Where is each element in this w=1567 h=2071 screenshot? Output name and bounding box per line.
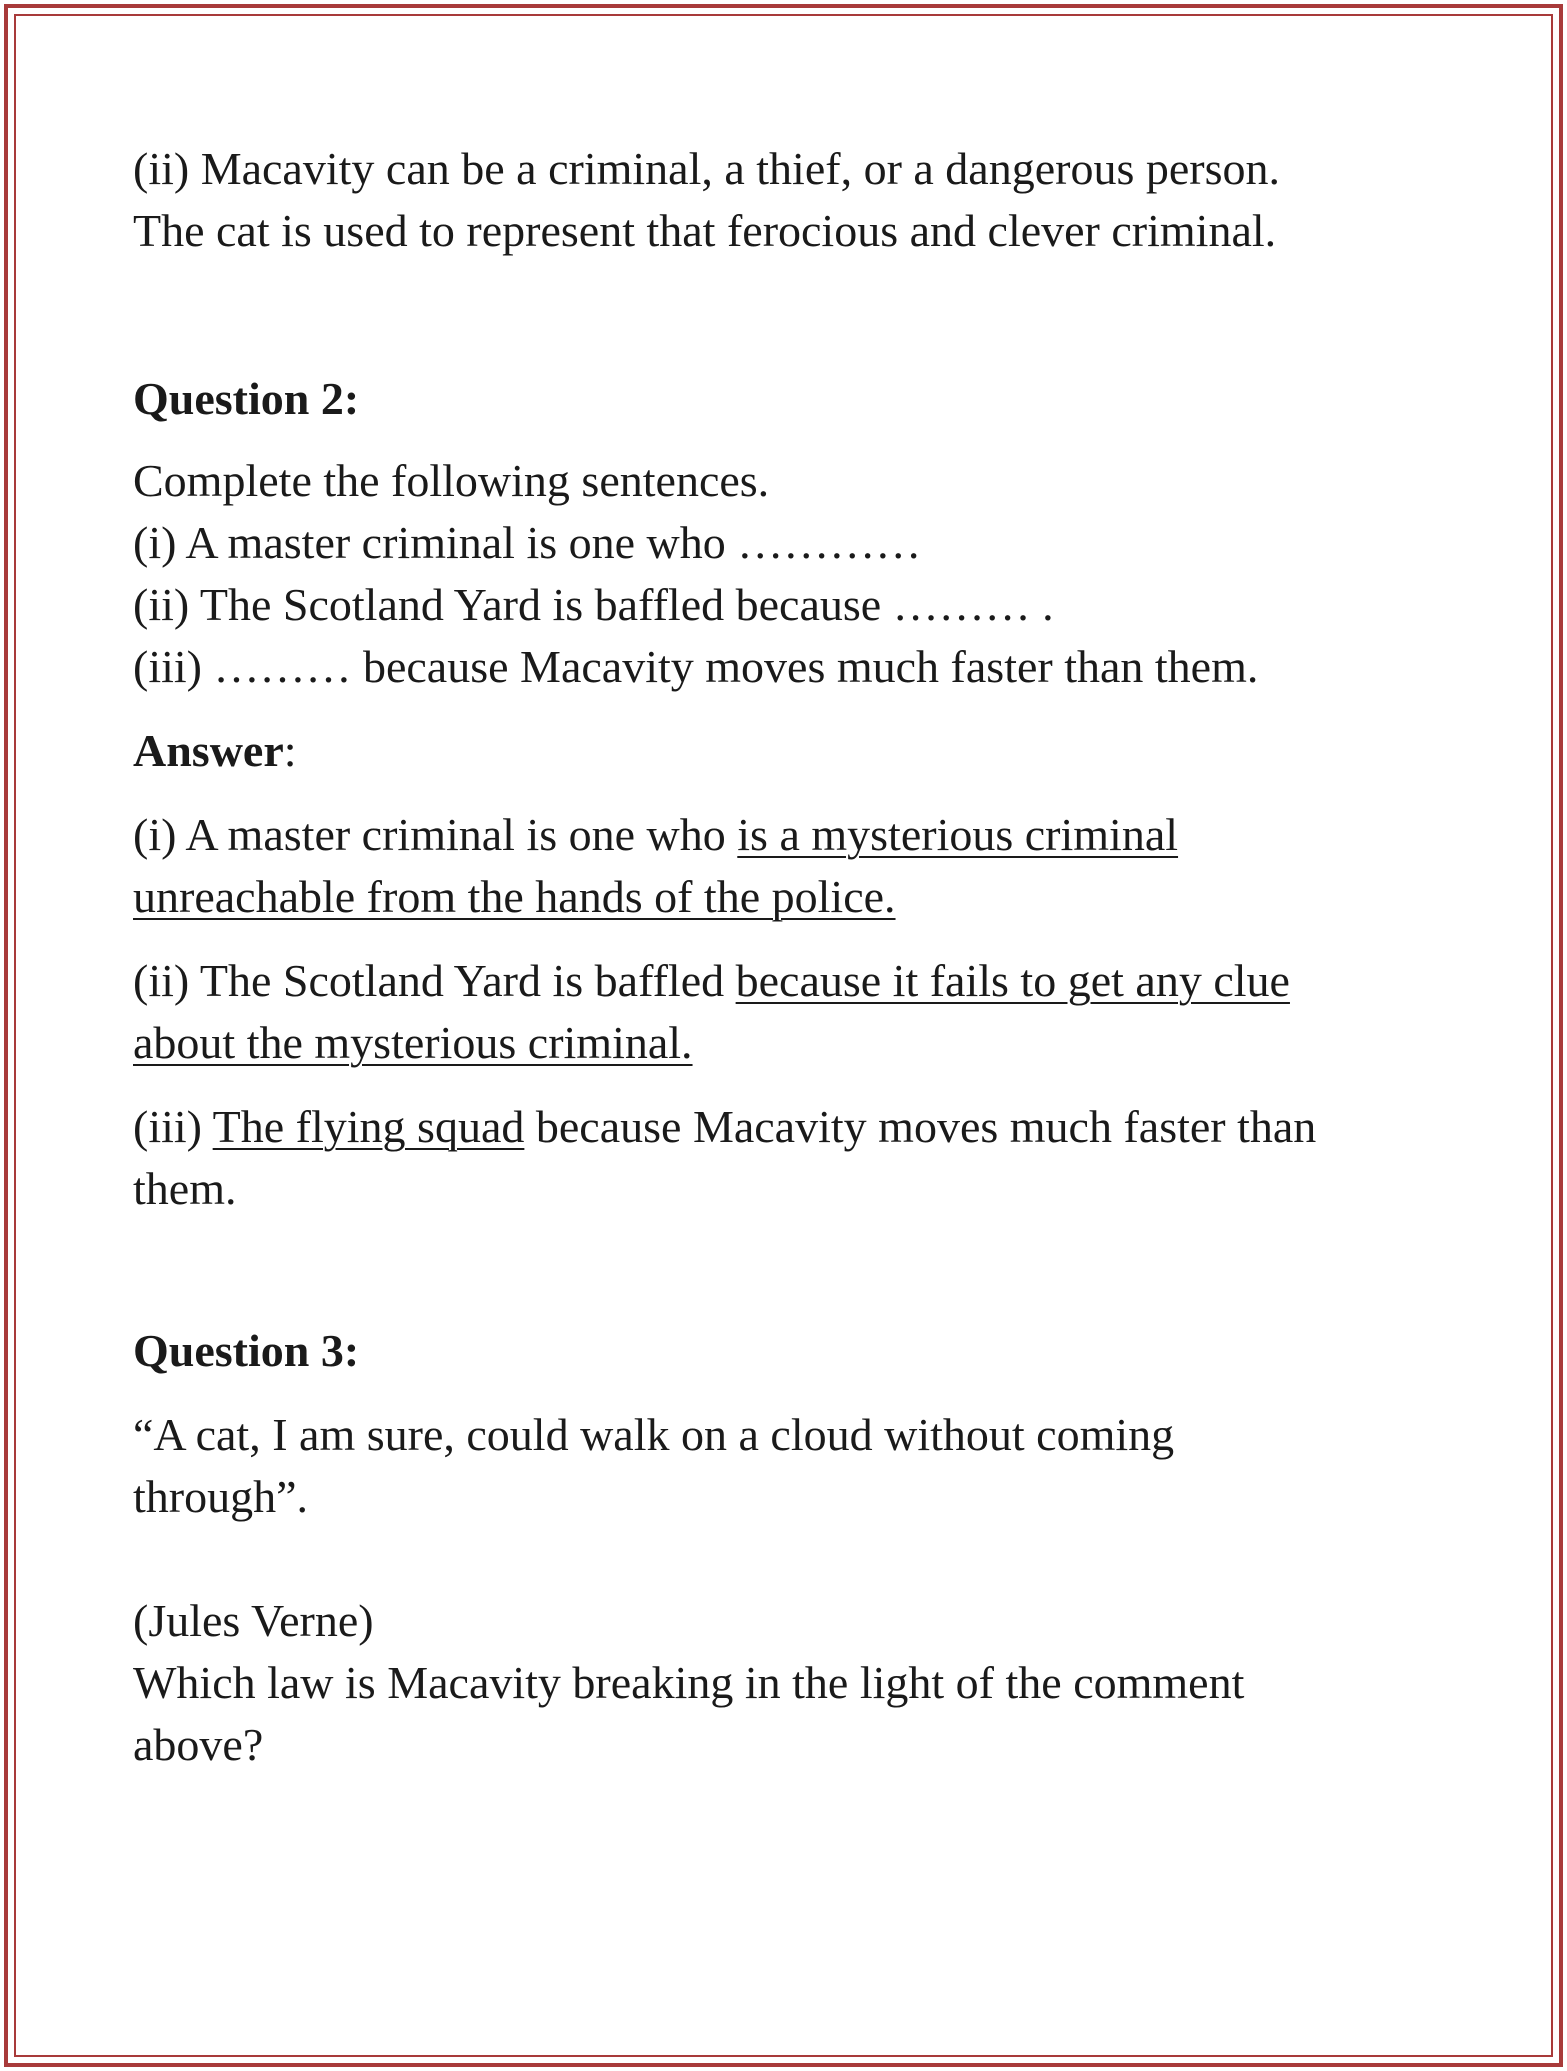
answer-1-prefix: (i) A master criminal is one who [133,809,738,860]
intro-line-2: The cat is used to represent that ferocious and clever criminal. [133,205,1277,256]
answer-3-line-1 [133,1096,1453,1158]
answer-3 [133,1096,1453,1220]
answer-2-fill-part-2: about the mysterious criminal. [133,1017,693,1068]
answer-3-line-2: them. [133,1163,237,1214]
intro-paragraph [133,138,1453,262]
answer-2-line-1 [133,950,1453,1012]
question-2-prompt [133,450,1453,698]
answer-1-fill-part-1: is a mysterious criminal [737,809,1179,860]
question-2-instruction: Complete the following sentences. [133,455,770,506]
question-3-question-line-2: above? [133,1719,264,1770]
question-3-heading: Question 3: [133,1325,360,1376]
question-3-quote-line-1: “A cat, I am sure, could walk on a cloud without coming [133,1409,1175,1460]
answer-1 [133,804,1453,928]
answer-3-fill: The flying squad [212,1101,525,1152]
document-body [133,138,1453,1776]
answer-1-fill-part-2: unreachable from the hands of the police. [133,871,896,922]
answer-label [133,720,1453,782]
answer-2-line-2 [133,1012,1453,1074]
question-2-heading: Question 2: [133,373,360,424]
answer-label-colon: : [283,725,297,776]
answer-1-line-2 [133,866,1453,928]
answer-2 [133,950,1453,1074]
answer-1-line-1 [133,804,1453,866]
answer-2-prefix: (ii) The Scotland Yard is baffled [133,955,736,1006]
question-3-quote-line-2: through”. [133,1471,309,1522]
answer-3-suffix: because Macavity moves much faster than [524,1101,1317,1152]
answer-3-prefix: (iii) [133,1101,213,1152]
question-2-item-2: (ii) The Scotland Yard is baffled because ……… . [133,579,1054,630]
intro-line-1: (ii) Macavity can be a criminal, a thief, or a dangerous person. [133,143,1280,194]
question-3-body [133,1590,1453,1776]
question-2-item-3: (iii) ……… because Macavity moves much faster than them. [133,641,1259,692]
answer-2-fill-part-1: because it fails to get any clue [735,955,1290,1006]
question-3-attribution: (Jules Verne) [133,1595,374,1646]
question-2-item-1: (i) A master criminal is one who ………… [133,517,922,568]
question-3-question-line-1: Which law is Macavity breaking in the light of the comment [133,1657,1245,1708]
question-3-quote [133,1404,1453,1528]
answer-label-text: Answer [133,725,284,776]
